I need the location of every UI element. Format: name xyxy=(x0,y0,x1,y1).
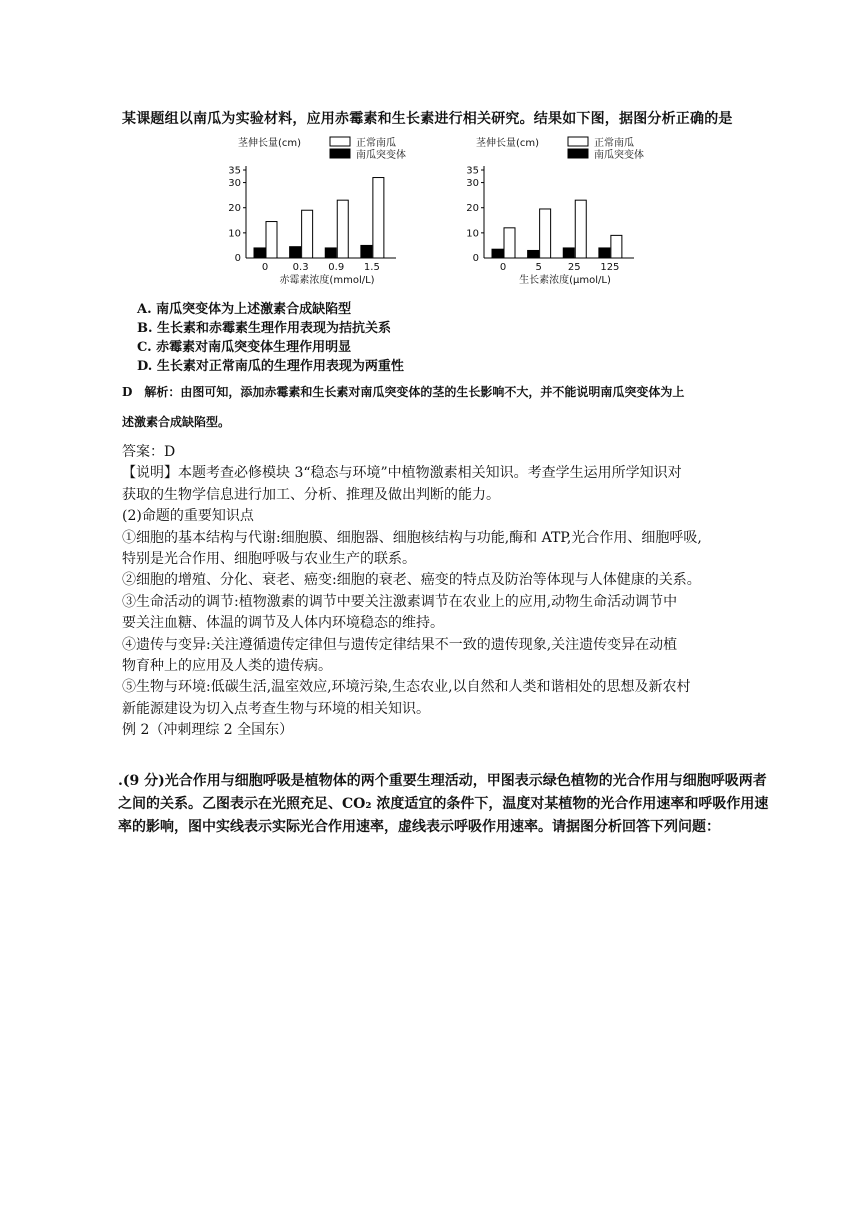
bar-mutant xyxy=(563,248,574,258)
legend-swatch xyxy=(568,137,588,146)
example2-question xyxy=(118,770,769,839)
bar-normal xyxy=(266,222,277,258)
example2-line: .(9 分)光合作用与细胞呼吸是植物体的两个重要生理活动，甲图表示绿色植物的光合作用与细胞呼吸两者 xyxy=(118,773,767,789)
y-axis-label: 茎伸长量(cm) xyxy=(476,138,540,149)
bar-mutant xyxy=(492,249,503,258)
option-d: D. 生长素对正常南瓜的生理作用表现为两重性 xyxy=(137,359,404,374)
bar-mutant xyxy=(528,250,539,258)
x-tick-label: 0.9 xyxy=(328,262,345,273)
legend-label: 南瓜突变体 xyxy=(594,150,644,161)
option-c: C. 赤霉素对南瓜突变体生理作用明显 xyxy=(137,340,352,355)
legend-swatch xyxy=(330,137,350,146)
body-line: (2)命题的重要知识点 xyxy=(122,508,254,525)
bar-normal xyxy=(540,209,551,258)
option-a: A. 南瓜突变体为上述激素合成缺陷型 xyxy=(137,302,352,317)
option-b: B. 生长素和赤霉素生理作用表现为拮抗关系 xyxy=(137,321,392,336)
bar-normal xyxy=(337,200,348,258)
x-tick-label: 125 xyxy=(600,262,620,273)
example-heading: 例 2（冲刺理综 2 全国东） xyxy=(122,722,294,739)
chart-auxin xyxy=(460,132,690,291)
chart-gibberellin xyxy=(222,132,452,291)
x-tick-label: 0 xyxy=(499,262,507,273)
legend-label: 南瓜突变体 xyxy=(356,150,406,161)
question-stem: 某课题组以南瓜为实验材料，应用赤霉素和生长素进行相关研究。结果如下图，据图分析正确的是 xyxy=(122,111,733,127)
answer-analysis-line1: D 解析：由图可知，添加赤霉素和生长素对南瓜突变体的茎的生长影响不大，并不能说明南瓜突变体为上 xyxy=(122,385,685,399)
x-tick-label: 25 xyxy=(567,262,581,273)
answer-analysis-line2: 述激素合成缺陷型。 xyxy=(122,415,231,429)
x-axis-label: 生长素浓度(μmol/L) xyxy=(519,275,611,286)
body-line: ①细胞的基本结构与代谢:细胞膜、细胞器、细胞核结构与功能,酶和 ATP,光合作用、细胞呼吸, xyxy=(122,529,702,546)
bar-mutant xyxy=(290,247,301,258)
legend-swatch xyxy=(568,149,588,158)
bar-mutant xyxy=(325,248,336,258)
bar-mutant xyxy=(254,248,265,258)
bar-normal xyxy=(504,228,515,258)
y-tick-label: 35 xyxy=(466,165,479,177)
y-tick-label: 10 xyxy=(228,228,241,240)
y-tick-label: 30 xyxy=(228,178,241,190)
body-line: ②细胞的增殖、分化、衰老、癌变:细胞的衰老、癌变的特点及防治等体现与人体健康的关系。 xyxy=(122,572,701,589)
body-line: 物育种上的应用及人类的遗传病。 xyxy=(122,658,332,675)
bar-normal xyxy=(302,210,313,258)
legend-label: 正常南瓜 xyxy=(594,138,634,149)
example2-line: 之间的关系。乙图表示在光照充足、CO₂ 浓度适宜的条件下，温度对某植物的光合作用速率和呼吸作用速 xyxy=(118,796,769,812)
bar-mutant xyxy=(599,248,610,258)
body-line: 新能源建设为切入点考查生物与环境的相关知识。 xyxy=(122,700,430,717)
bar-normal xyxy=(575,200,586,258)
x-axis-label: 赤霉素浓度(mmol/L) xyxy=(279,275,375,286)
x-tick-label: 1.5 xyxy=(363,262,380,273)
body-line: ③生命活动的调节:植物激素的调节中要关注激素调节在农业上的应用,动物生命活动调节中 xyxy=(122,593,678,610)
y-tick-label: 0 xyxy=(234,253,241,264)
x-tick-label: 0 xyxy=(261,262,269,273)
body-line: ⑤生物与环境:低碳生活,温室效应,环境污染,生态农业,以自然和人类和谐相处的思想及新农村 xyxy=(122,679,691,696)
y-tick-label: 20 xyxy=(228,203,241,215)
y-tick-label: 20 xyxy=(466,203,479,215)
y-tick-label: 35 xyxy=(228,165,241,177)
x-tick-label: 0.3 xyxy=(292,262,309,273)
example2-line: 率的影响，图中实线表示实际光合作用速率，虚线表示呼吸作用速率。请据图分析回答下列问题： xyxy=(118,819,720,835)
answer-line: 答案：D xyxy=(122,444,176,460)
y-tick-label: 30 xyxy=(466,178,479,190)
y-axis-label: 茎伸长量(cm) xyxy=(238,138,302,149)
explanation-block xyxy=(122,442,742,742)
legend-label: 正常南瓜 xyxy=(356,138,396,149)
x-tick-label: 5 xyxy=(535,262,542,273)
body-line: 【说明】本题考查必修模块 3“稳态与环境”中植物激素相关知识。考查学生运用所学知识对 xyxy=(122,465,682,482)
bar-normal xyxy=(611,235,622,258)
bar-mutant xyxy=(361,245,372,258)
y-tick-label: 10 xyxy=(466,228,479,240)
body-line: 获取的生物学信息进行加工、分析、推理及做出判断的能力。 xyxy=(122,486,500,503)
body-line: ④遗传与变异:关注遵循遗传定律但与遗传定律结果不一致的遗传现象,关注遗传变异在动植 xyxy=(122,636,678,653)
body-line: 特别是光合作用、细胞呼吸与农业生产的联系。 xyxy=(122,551,416,568)
body-line: 要关注血糖、体温的调节及人体内环境稳态的维持。 xyxy=(122,615,444,632)
y-tick-label: 0 xyxy=(472,253,479,264)
bar-normal xyxy=(373,178,384,258)
legend-swatch xyxy=(330,149,350,158)
